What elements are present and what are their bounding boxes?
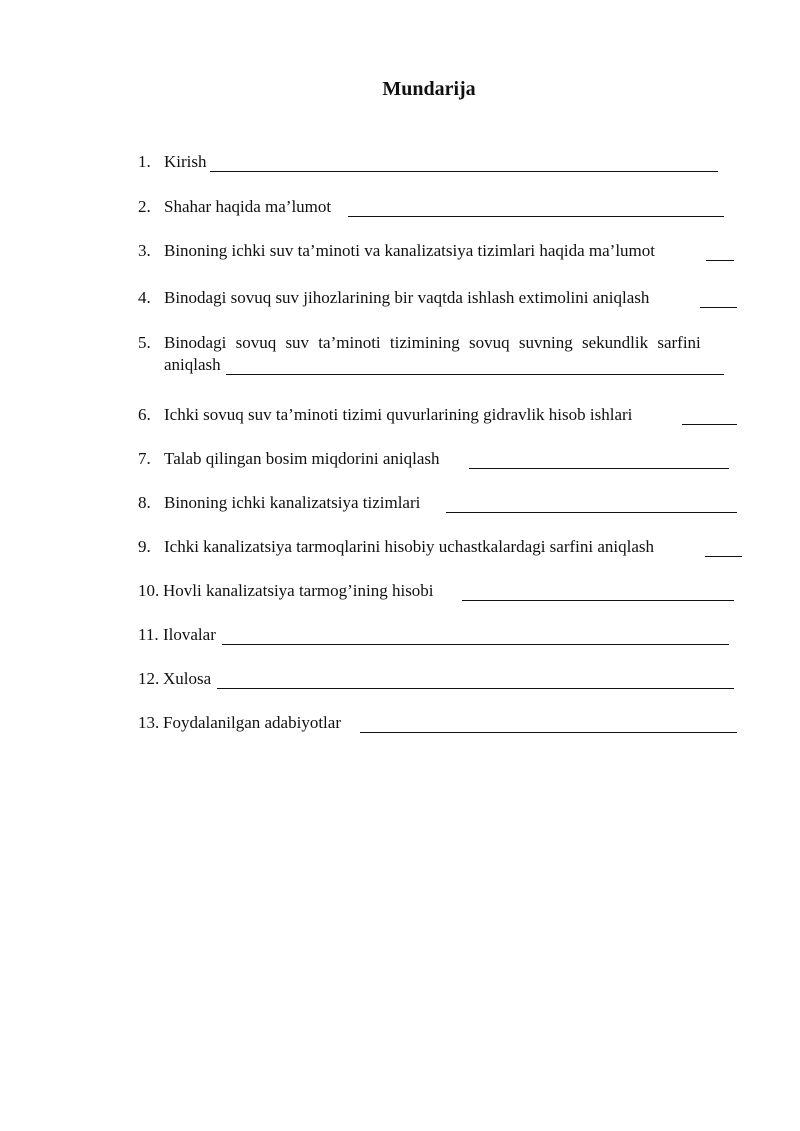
toc-item-title: Foydalanilgan adabiyotlar [163,713,341,732]
toc-item-number: 1. [138,152,151,171]
toc-item-number: 7. [138,449,151,468]
toc-item-number: 13. [138,713,160,732]
toc-item-number: 10. [138,581,160,600]
toc-leader-line [462,600,734,601]
toc-item-title-continued: aniqlash [164,355,221,374]
toc-leader-line [348,216,724,217]
toc-leader-line [469,468,729,469]
toc-leader-line [217,688,734,689]
toc-item-title: Kirish [164,152,207,171]
toc-leader-line [446,512,737,513]
toc-item-title: Ichki kanalizatsiya tarmoqlarini hisobiy uchastkalardagi sarfini aniqlash [164,537,655,556]
toc-item-title: Ichki sovuq suv ta’minoti tizimi quvurlarining gidravlik hisob ishlari [164,405,633,424]
toc-leader-line [682,424,737,425]
page-title: Mundarija [382,78,476,100]
toc-item-title: Binoning ichki kanalizatsiya tizimlari [164,493,421,512]
toc-item-title: Talab qilingan bosim miqdorini aniqlash [164,449,440,468]
toc-item-title: Binodagi sovuq suv ta’minoti tizimining sovuq suvning sekundlik sarfini [164,333,701,352]
toc-leader-line [705,556,742,557]
toc-item-title: Binoning ichki suv ta’minoti va kanalizatsiya tizimlari haqida ma’lumot [164,241,655,260]
toc-item-number: 6. [138,405,151,424]
toc-item-title: Hovli kanalizatsiya tarmog’ining hisobi [163,581,434,600]
toc-item-title: Ilovalar [163,625,216,644]
toc-item-number: 5. [138,333,151,352]
toc-item-number: 12. [138,669,160,688]
toc-item-number: 3. [138,241,151,260]
toc-item-title: Xulosa [163,669,212,688]
toc-leader-line [700,307,737,308]
toc-leader-line [226,374,724,375]
toc-leader-line [222,644,729,645]
toc-item-number: 11. [138,625,159,644]
toc-item-number: 9. [138,537,151,556]
toc-item-number: 2. [138,197,151,216]
toc-leader-line [706,260,734,261]
toc-item-title: Binodagi sovuq suv jihozlarining bir vaqtda ishlash extimolini aniqlash [164,288,650,307]
toc-item-number: 4. [138,288,151,307]
toc-item-title: Shahar haqida ma’lumot [164,197,332,216]
toc-leader-line [360,732,737,733]
toc-leader-line [210,171,718,172]
toc-item-number: 8. [138,493,151,512]
